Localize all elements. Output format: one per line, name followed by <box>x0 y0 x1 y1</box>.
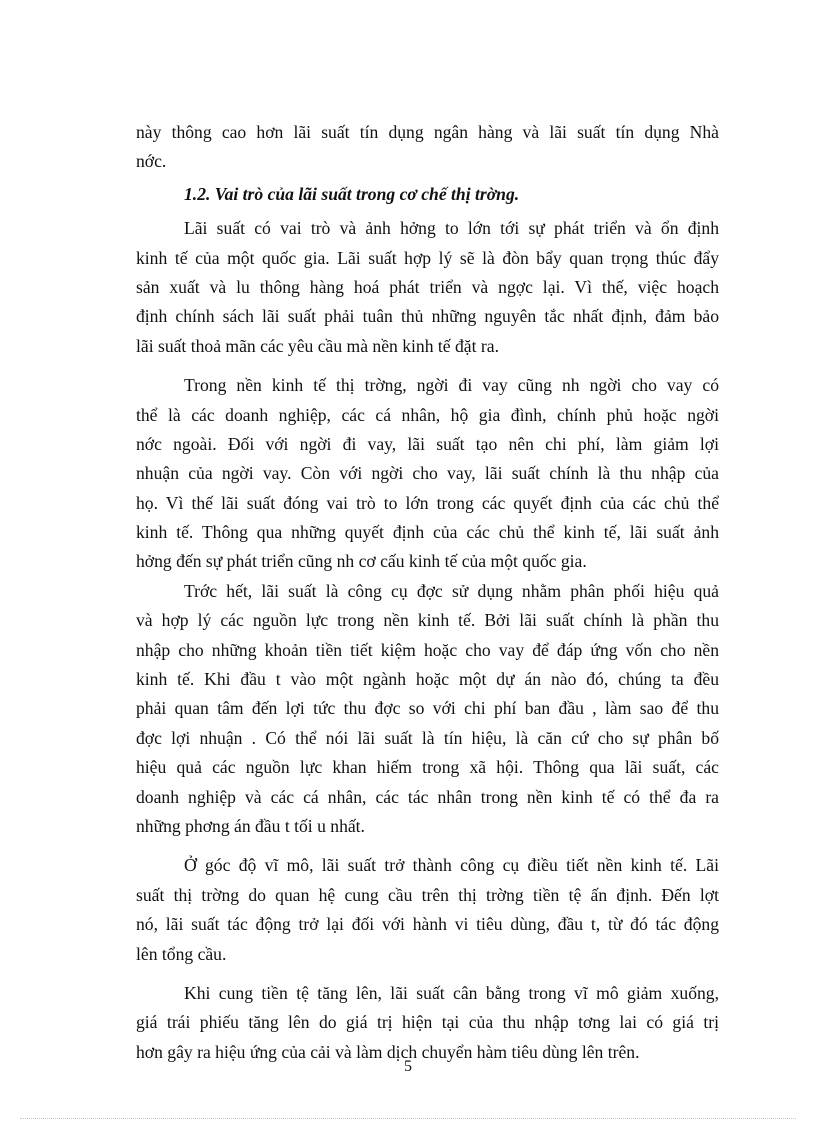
intro-paragraph <box>136 118 719 177</box>
text-line: những phơng án đầu t tối u nhất. <box>136 815 365 836</box>
paragraph <box>136 577 719 842</box>
text-line: kinh tế của một quốc gia. Lãi suất hợp lý sẽ là đòn bẩy quan trọng thúc đẩy <box>136 247 719 268</box>
paragraph <box>136 851 719 969</box>
paragraph <box>136 979 719 1067</box>
page-divider <box>20 1118 796 1119</box>
text-line: nớc ngoài. Đối với ngời đi vay, lãi suất tạo nên chi phí, làm giảm lợi <box>136 433 719 454</box>
text-line: Lãi suất có vai trò và ảnh hởng to lớn tới sự phát triển và ổn định <box>184 218 719 239</box>
text-line: lãi suất thoả mãn các yêu cầu mà nền kinh tế đặt ra. <box>136 335 499 356</box>
text-line: Khi cung tiền tệ tăng lên, lãi suất cân bằng trong vĩ mô giảm xuống, <box>184 982 719 1003</box>
paragraph-spacer <box>136 841 719 851</box>
paragraph-spacer <box>136 361 719 371</box>
text-line: kinh tế. Thông qua những quyết định của các chủ thể kinh tế, lãi suất ảnh <box>136 522 719 543</box>
text-line: lên tổng cầu. <box>136 943 227 964</box>
paragraph <box>136 214 719 361</box>
text-line: Ở góc độ vĩ mô, lãi suất trở thành công cụ điều tiết nền kinh tế. Lãi <box>184 855 719 876</box>
text-line: hơn gây ra hiệu ứng của cải và làm dịch chuyển hàm tiêu dùng lên trên. <box>136 1041 640 1062</box>
text-line: phải quan tâm đến lợi tức thu đợc so với chi phí ban đầu , làm sao để thu <box>136 698 719 719</box>
text-line: hiệu quả các nguồn lực khan hiếm trong xã hội. Thông qua lãi suất, các <box>136 757 719 778</box>
text-line: suất thị trờng do quan hệ cung cầu trên thị trờng tiền tệ ấn định. Đến lợt <box>136 884 719 905</box>
text-line: thể là các doanh nghiệp, các cá nhân, hộ gia đình, chính phủ hoặc ngời <box>136 404 719 425</box>
text-line: hởng đến sự phát triển cũng nh cơ cấu kinh tế của một quốc gia. <box>136 551 587 572</box>
text-line: nớc. <box>136 151 167 172</box>
text-line: đợc lợi nhuận . Có thể nói lãi suất là tín hiệu, là căn cứ cho sự phân bố <box>136 727 719 748</box>
section-heading: 1.2. Vai trò của lãi suất trong cơ chế thị trờng. <box>184 183 520 204</box>
text-line: nhập cho những khoản tiền tiết kiệm hoặc cho vay để đáp ứng vốn cho nền <box>136 639 719 660</box>
paragraph-list <box>136 214 719 1067</box>
paragraph-spacer <box>136 969 719 979</box>
page-number: 5 <box>404 1058 412 1075</box>
text-line: doanh nghiệp và các cá nhân, các tác nhân trong nền kinh tế có thể đa ra <box>136 786 719 807</box>
text-line: sản xuất và lu thông hàng hoá phát triển và ngợc lại. Vì thế, việc hoạch <box>136 276 719 297</box>
paragraph <box>136 371 719 577</box>
document-body <box>136 118 719 1067</box>
text-line: giá trái phiếu tăng lên do giá trị hiện tại của thu nhập tơng lai có giá trị <box>136 1012 719 1033</box>
text-line: này thông cao hơn lãi suất tín dụng ngân hàng và lãi suất tín dụng Nhà <box>136 122 719 142</box>
text-line: Trớc hết, lãi suất là công cụ đợc sử dụng nhằm phân phối hiệu quả <box>184 580 719 601</box>
text-line: định chính sách lãi suất phải tuân thủ những nguyên tắc nhất định, đảm bảo <box>136 306 719 327</box>
text-line: Trong nền kinh tế thị trờng, ngời đi vay cũng nh ngời cho vay có <box>184 375 719 396</box>
text-line: kinh tế. Khi đầu t vào một ngành hoặc một dự án nào đó, chúng ta đều <box>136 669 719 690</box>
text-line: họ. Vì thế lãi suất đóng vai trò to lớn trong các quyết định của các chủ thể <box>136 492 719 513</box>
text-line: và hợp lý các nguồn lực trong nền kinh tế. Bởi lãi suất chính là phần thu <box>136 610 719 631</box>
text-line: nó, lãi suất tác động trở lại đối với hành vi tiêu dùng, đầu t, từ đó tác động <box>136 914 719 935</box>
text-line: nhuận của ngời vay. Còn với ngời cho vay, lãi suất chính là thu nhập của <box>136 463 719 484</box>
